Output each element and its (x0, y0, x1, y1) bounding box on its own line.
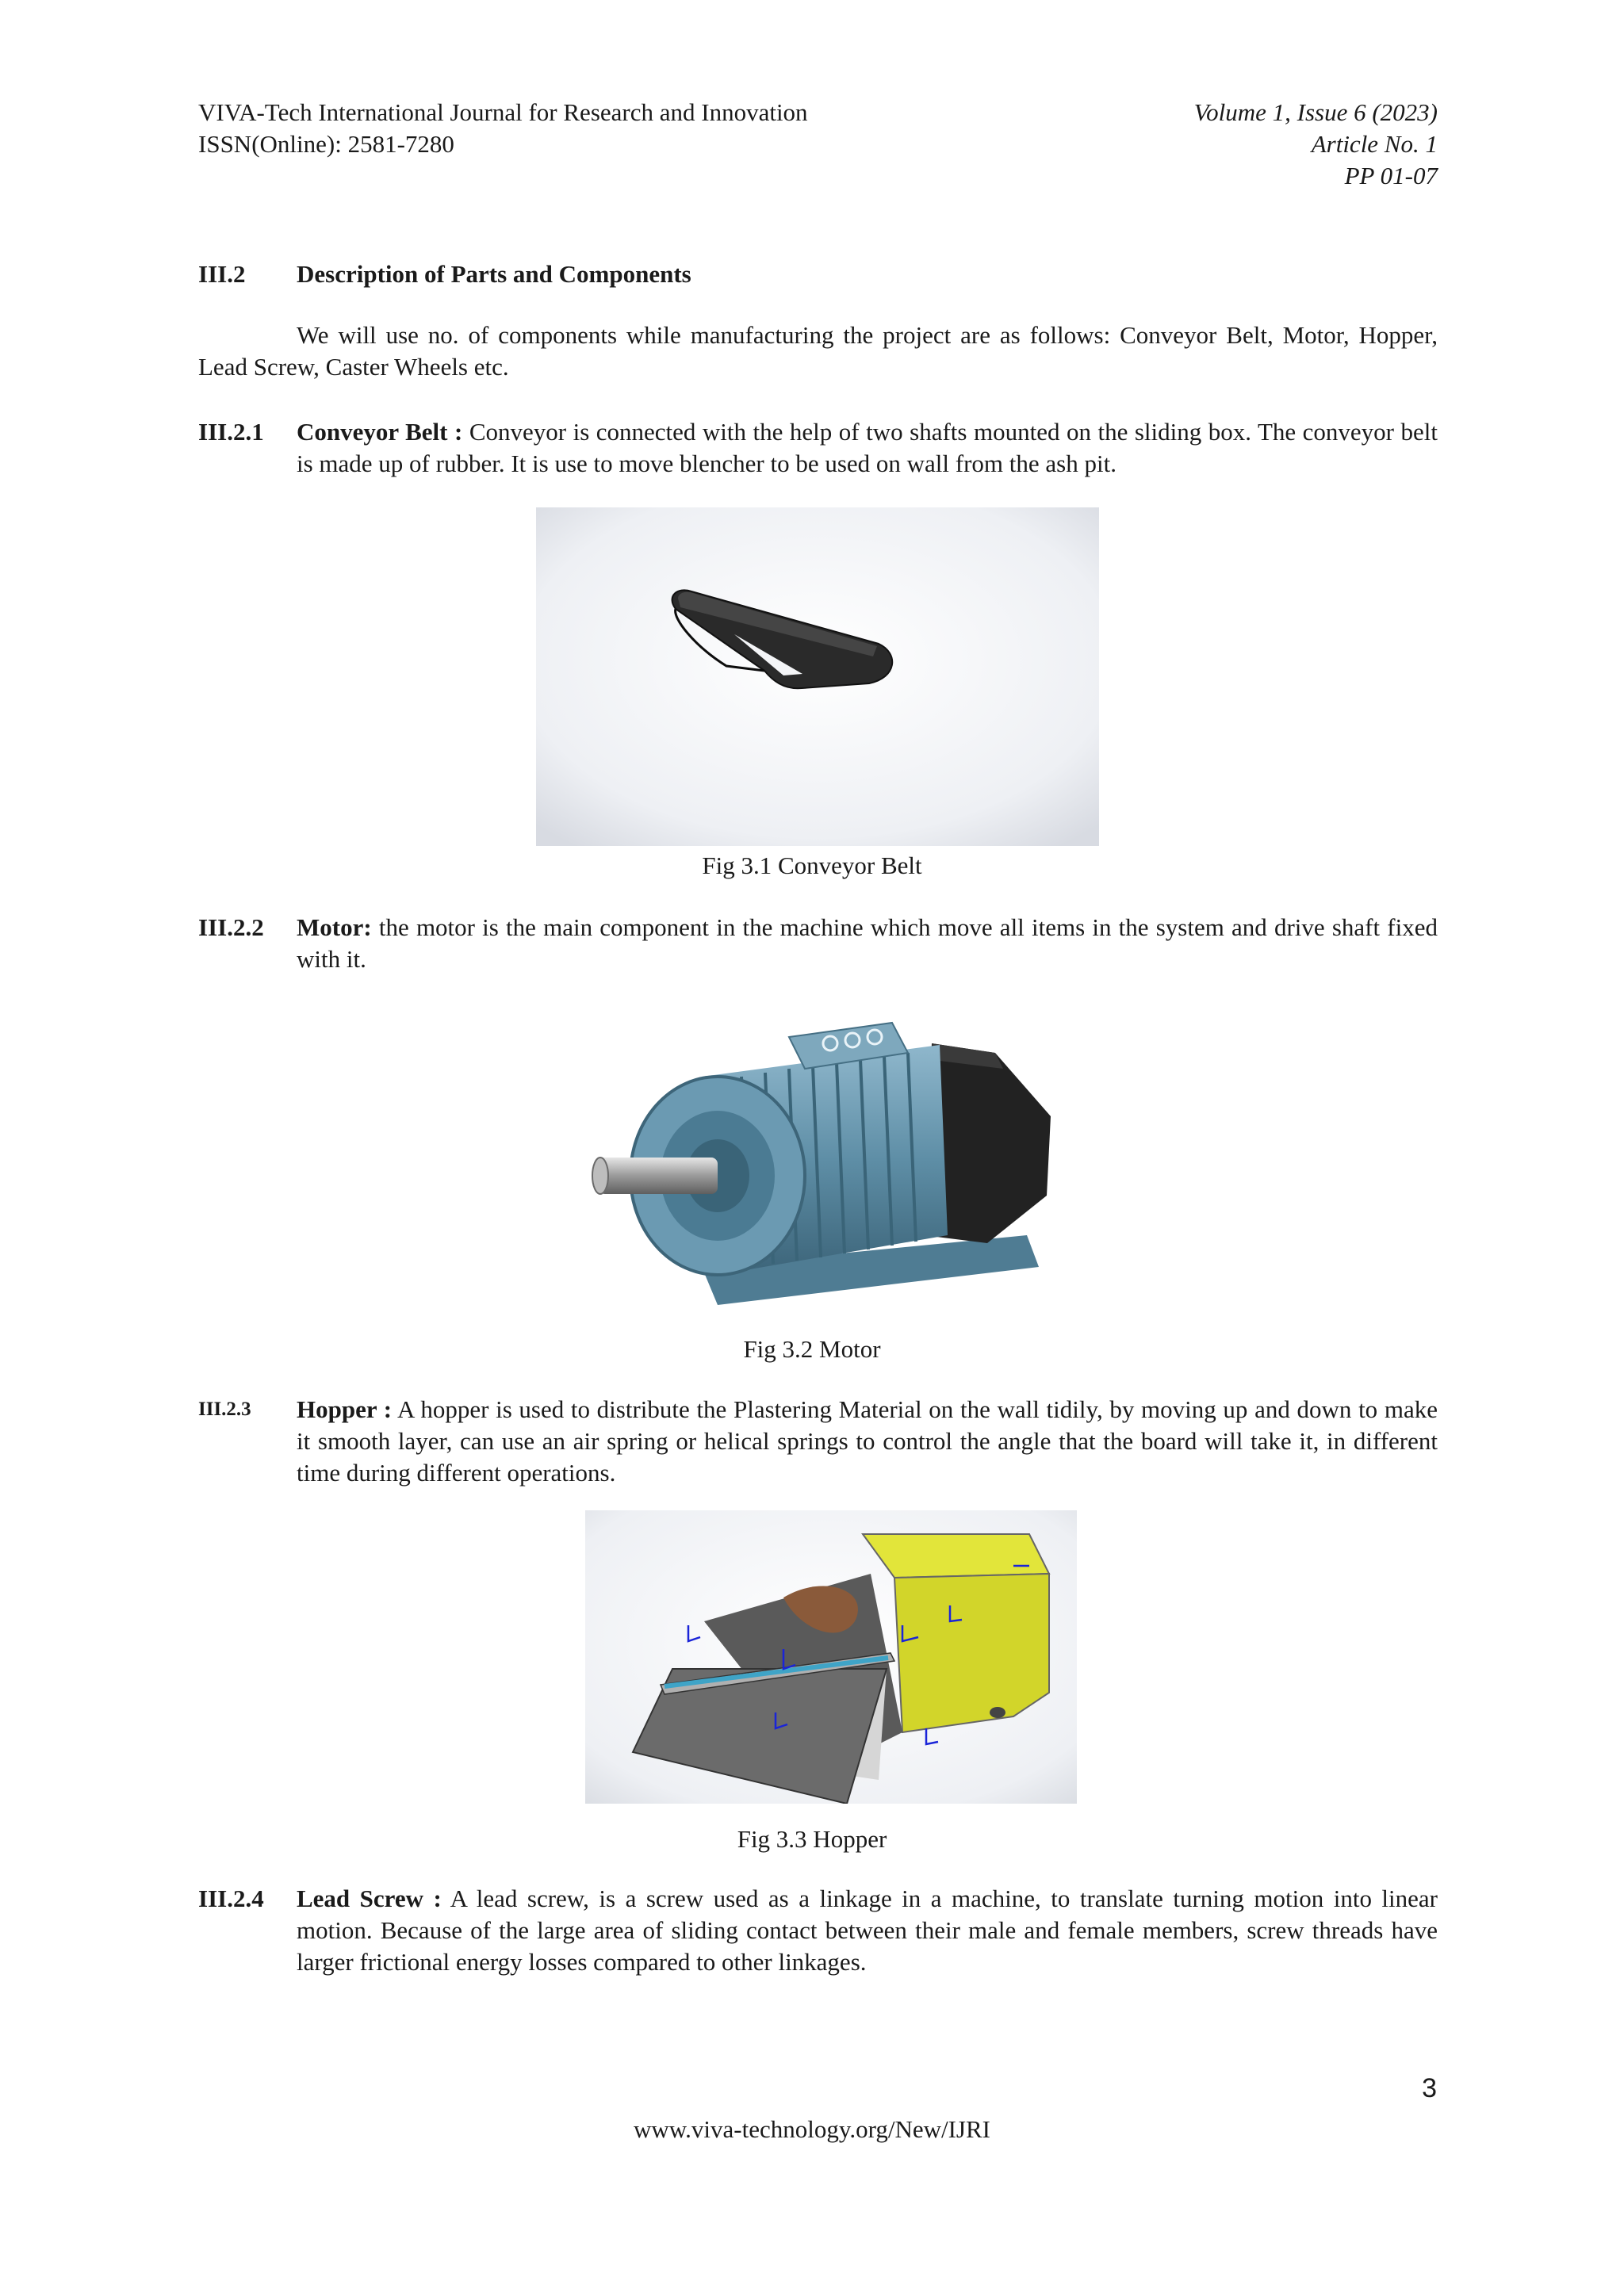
item-number: III.2.3 (198, 1399, 251, 1420)
running-header-right (1194, 97, 1438, 192)
item-term: Hopper : (297, 1395, 393, 1423)
item-term: Lead Screw : (297, 1885, 442, 1912)
item-term: Conveyor Belt : (297, 418, 463, 446)
item-text: Conveyor is connected with the help of two shafts mounted on the sliding box. The conveyor belt is made up of rubber. It is use to move blencher to be used on wall from the ash pit. (297, 418, 1438, 477)
footer-url[interactable]: www.viva-technology.org/New/IJRI (634, 2115, 990, 2143)
item-number: III.2.4 (198, 1885, 264, 1912)
item-text: A lead screw, is a screw used as a linkage in a machine, to translate turning motion into linear motion. Because of the large area of sliding contact between their male and female members, screw threads have larger frictional energy losses compared to other linkages. (297, 1885, 1438, 1976)
motor-figure (583, 1005, 1059, 1316)
issn: ISSN(Online): 2581-7280 (198, 130, 454, 158)
conveyor-belt-figure (536, 507, 1099, 846)
page-range: PP 01-07 (1344, 162, 1438, 189)
item-number: III.2.1 (198, 418, 264, 446)
item-term: Motor: (297, 913, 372, 941)
item-paragraph (297, 1394, 1438, 1489)
item-text: the motor is the main component in the machine which move all items in the system and drive shaft fixed with it. (297, 913, 1438, 973)
section-title: Description of Parts and Components (297, 260, 691, 288)
page-number: 3 (1422, 2073, 1437, 2103)
section-intro: We will use no. of components while manufacturing the project are as follows: Conveyor Belt, Motor, Hopper, Lead Screw, Caster Wheels etc. (198, 321, 1438, 381)
running-header-left (198, 97, 808, 160)
hopper-figure (585, 1510, 1077, 1804)
item-paragraph (297, 416, 1438, 480)
item-paragraph (297, 1883, 1438, 1978)
item-paragraph (297, 912, 1438, 975)
figure-caption: Fig 3.3 Hopper (737, 1825, 887, 1853)
volume-issue: Volume 1, Issue 6 (2023) (1193, 98, 1438, 126)
item-number: III.2.2 (198, 913, 264, 941)
article-number: Article No. 1 (1311, 130, 1438, 158)
journal-name: VIVA-Tech International Journal for Research and Innovation (198, 98, 808, 126)
figure-caption: Fig 3.1 Conveyor Belt (702, 851, 922, 879)
figure-caption: Fig 3.2 Motor (743, 1335, 881, 1363)
section-number: III.2 (198, 260, 246, 288)
item-text: A hopper is used to distribute the Plastering Material on the wall tidily, by moving up and down to make it smooth layer, can use an air spring or helical springs to control the angle that the board will take it, in different time during different operations. (297, 1395, 1438, 1487)
